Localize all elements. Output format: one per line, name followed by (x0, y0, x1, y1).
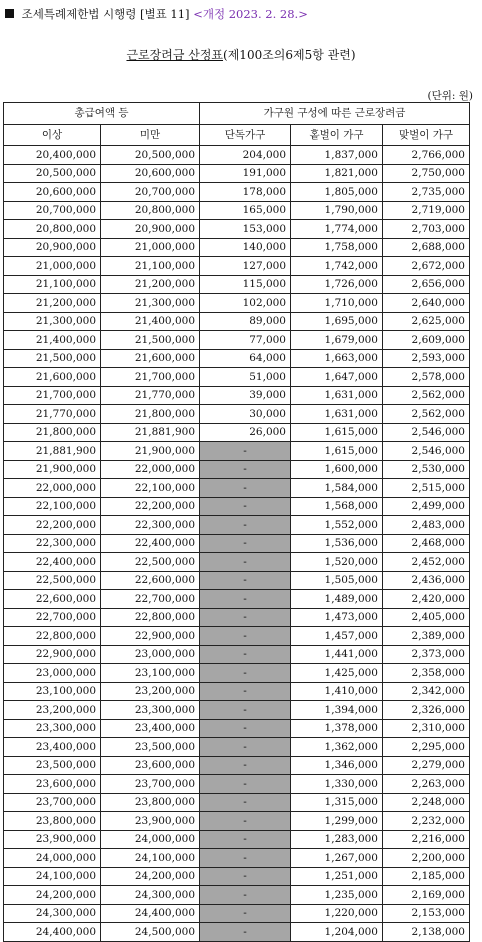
column-header: 맞벌이 가구 (383, 124, 470, 146)
table-cell: 1,758,000 (291, 238, 383, 257)
table-cell: 1,299,000 (291, 812, 383, 831)
table-row (4, 220, 470, 239)
table-cell: 1,600,000 (291, 460, 383, 479)
table-cell: 2,405,000 (383, 608, 470, 627)
table-row (4, 460, 470, 479)
table-cell: 21,300,000 (4, 312, 101, 331)
table-cell: 2,248,000 (383, 793, 470, 812)
table-cell: 21,400,000 (101, 312, 200, 331)
table-cell: 2,185,000 (383, 867, 470, 886)
table-cell: 115,000 (200, 275, 291, 294)
table-cell: 23,900,000 (4, 830, 101, 849)
table-cell: 1,394,000 (291, 701, 383, 720)
revision-note: <개정 2023. 2. 28.> (193, 7, 308, 21)
table-cell: 2,515,000 (383, 479, 470, 498)
table-cell: 140,000 (200, 238, 291, 257)
table-cell: 1,790,000 (291, 201, 383, 220)
table-cell: 1,615,000 (291, 442, 383, 461)
table-cell: 1,615,000 (291, 423, 383, 442)
table-cell: 2,373,000 (383, 645, 470, 664)
table-cell: 24,000,000 (4, 849, 101, 868)
table-row (4, 830, 470, 849)
table-cell: 1,552,000 (291, 516, 383, 535)
table-cell: 39,000 (200, 386, 291, 405)
table-cell: 2,326,000 (383, 701, 470, 720)
table-cell: 21,100,000 (4, 275, 101, 294)
table-row (4, 645, 470, 664)
table-cell: 102,000 (200, 294, 291, 313)
table-cell: 77,000 (200, 331, 291, 350)
table-cell: 2,263,000 (383, 775, 470, 794)
table-cell: 20,400,000 (4, 146, 101, 165)
column-header: 미만 (101, 124, 200, 146)
table-cell: 2,342,000 (383, 682, 470, 701)
table-cell: 2,703,000 (383, 220, 470, 239)
table-cell: - (200, 756, 291, 775)
table-row (4, 849, 470, 868)
table-cell: 1,489,000 (291, 590, 383, 609)
table-cell: 51,000 (200, 368, 291, 387)
table-cell: 2,216,000 (383, 830, 470, 849)
table-cell: 23,000,000 (4, 664, 101, 683)
table-cell: 2,593,000 (383, 349, 470, 368)
table-cell: 2,468,000 (383, 534, 470, 553)
table-row (4, 590, 470, 609)
table-row (4, 497, 470, 516)
table-row (4, 238, 470, 257)
table-cell: 1,220,000 (291, 904, 383, 923)
table-cell: - (200, 479, 291, 498)
table-cell: 22,300,000 (101, 516, 200, 535)
table-cell: 1,251,000 (291, 867, 383, 886)
column-header: 단독가구 (200, 124, 291, 146)
table-cell: - (200, 719, 291, 738)
table-row (4, 312, 470, 331)
table-row (4, 571, 470, 590)
unit-label: (단위: 원) (427, 90, 473, 102)
table-row (4, 608, 470, 627)
table-cell: 22,800,000 (4, 627, 101, 646)
table-cell: 1,584,000 (291, 479, 383, 498)
table-row (4, 719, 470, 738)
table-cell: 2,735,000 (383, 183, 470, 202)
table-cell: 1,473,000 (291, 608, 383, 627)
table-cell: 1,410,000 (291, 682, 383, 701)
table-cell: 23,900,000 (101, 812, 200, 831)
table-cell: 23,000,000 (101, 645, 200, 664)
table-row (4, 867, 470, 886)
table-cell: 2,578,000 (383, 368, 470, 387)
table-cell: 22,700,000 (4, 608, 101, 627)
table-row (4, 257, 470, 276)
table-cell: 22,200,000 (101, 497, 200, 516)
table-cell: 2,153,000 (383, 904, 470, 923)
table-cell: 1,726,000 (291, 275, 383, 294)
table-cell: 24,400,000 (4, 923, 101, 942)
table-cell: 1,315,000 (291, 793, 383, 812)
table-cell: 2,766,000 (383, 146, 470, 165)
group-header-household: 가구원 구성에 따른 근로장려금 (200, 103, 470, 125)
table-cell: 23,300,000 (101, 701, 200, 720)
table-cell: 23,500,000 (4, 756, 101, 775)
table-cell: 22,100,000 (4, 497, 101, 516)
table-cell: 1,631,000 (291, 386, 383, 405)
table-cell: 1,837,000 (291, 146, 383, 165)
table-row (4, 479, 470, 498)
table-cell: - (200, 571, 291, 590)
table-cell: 1,283,000 (291, 830, 383, 849)
table-cell: - (200, 497, 291, 516)
table-cell: 2,750,000 (383, 164, 470, 183)
table-cell: 89,000 (200, 312, 291, 331)
table-cell: 20,600,000 (4, 183, 101, 202)
table-cell: 23,600,000 (101, 756, 200, 775)
table-cell: 24,100,000 (4, 867, 101, 886)
table-cell: 1,378,000 (291, 719, 383, 738)
table-cell: 24,300,000 (101, 886, 200, 905)
table-cell: 24,200,000 (4, 886, 101, 905)
table-cell: 22,900,000 (4, 645, 101, 664)
table-cell: 26,000 (200, 423, 291, 442)
table-cell: - (200, 460, 291, 479)
table-cell: 21,881,900 (101, 423, 200, 442)
table-row (4, 812, 470, 831)
table-cell: 1,425,000 (291, 664, 383, 683)
table-row (4, 793, 470, 812)
table-cell: 178,000 (200, 183, 291, 202)
table-cell: 153,000 (200, 220, 291, 239)
table-cell: 1,346,000 (291, 756, 383, 775)
table-row (4, 923, 470, 942)
table-cell: 1,631,000 (291, 405, 383, 424)
table-cell: 2,640,000 (383, 294, 470, 313)
table-row (4, 553, 470, 572)
table-cell: 24,200,000 (101, 867, 200, 886)
table-cell: 1,330,000 (291, 775, 383, 794)
table-cell: 1,568,000 (291, 497, 383, 516)
table-cell: 2,562,000 (383, 386, 470, 405)
table-cell: 23,700,000 (101, 775, 200, 794)
table-cell: 2,688,000 (383, 238, 470, 257)
table-cell: 2,483,000 (383, 516, 470, 535)
table-cell: - (200, 849, 291, 868)
table-row (4, 294, 470, 313)
table-cell: - (200, 775, 291, 794)
table-cell: 127,000 (200, 257, 291, 276)
table-cell: 22,800,000 (101, 608, 200, 627)
table-cell: 21,600,000 (4, 368, 101, 387)
table-cell: 22,400,000 (4, 553, 101, 572)
table-cell: 2,719,000 (383, 201, 470, 220)
table-cell: 2,452,000 (383, 553, 470, 572)
table-cell: 23,400,000 (101, 719, 200, 738)
table-body (4, 146, 470, 942)
table-cell: 21,100,000 (101, 257, 200, 276)
table-cell: 21,700,000 (4, 386, 101, 405)
table-cell: - (200, 608, 291, 627)
table-row (4, 664, 470, 683)
table-cell: 24,500,000 (101, 923, 200, 942)
table-row (4, 423, 470, 442)
table-cell: - (200, 738, 291, 757)
table-cell: 1,663,000 (291, 349, 383, 368)
table-cell: 21,500,000 (101, 331, 200, 350)
table-cell: 1,441,000 (291, 645, 383, 664)
table-cell: 23,300,000 (4, 719, 101, 738)
table-cell: 1,679,000 (291, 331, 383, 350)
table-cell: 30,000 (200, 405, 291, 424)
subsidy-table (3, 102, 470, 942)
table-cell: 20,900,000 (4, 238, 101, 257)
table-cell: 2,295,000 (383, 738, 470, 757)
table-row (4, 331, 470, 350)
table-cell: 165,000 (200, 201, 291, 220)
table-cell: - (200, 516, 291, 535)
table-cell: 23,600,000 (4, 775, 101, 794)
table-cell: 24,100,000 (101, 849, 200, 868)
table-row (4, 534, 470, 553)
table-cell: 23,500,000 (101, 738, 200, 757)
table-cell: 21,000,000 (101, 238, 200, 257)
table-cell: 21,600,000 (101, 349, 200, 368)
table-row (4, 516, 470, 535)
table-cell: 191,000 (200, 164, 291, 183)
table-row (4, 738, 470, 757)
table-cell: 23,200,000 (4, 701, 101, 720)
table-cell: 22,400,000 (101, 534, 200, 553)
table-cell: 20,600,000 (101, 164, 200, 183)
table-cell: 20,500,000 (101, 146, 200, 165)
table-cell: 2,436,000 (383, 571, 470, 590)
table-cell: 21,400,000 (4, 331, 101, 350)
column-header: 홑벌이 가구 (291, 124, 383, 146)
table-cell: 21,800,000 (101, 405, 200, 424)
group-header-income: 총급여액 등 (4, 103, 200, 125)
table-cell: 1,362,000 (291, 738, 383, 757)
table-cell: 20,700,000 (101, 183, 200, 202)
table-cell: 1,805,000 (291, 183, 383, 202)
column-header: 이상 (4, 124, 101, 146)
table-cell: 22,300,000 (4, 534, 101, 553)
table-cell: 1,742,000 (291, 257, 383, 276)
table-cell: 21,900,000 (4, 460, 101, 479)
table-cell: - (200, 904, 291, 923)
table-cell: 20,800,000 (4, 220, 101, 239)
table-cell: 1,520,000 (291, 553, 383, 572)
table-cell: 21,300,000 (101, 294, 200, 313)
table-row (4, 627, 470, 646)
law-title: 조세특례제한법 시행령 [별표 11] (21, 7, 190, 21)
table-cell: 2,546,000 (383, 442, 470, 461)
table-cell: - (200, 923, 291, 942)
table-cell: 2,562,000 (383, 405, 470, 424)
table-cell: - (200, 553, 291, 572)
table-cell: 2,625,000 (383, 312, 470, 331)
table-row (4, 682, 470, 701)
table-row (4, 183, 470, 202)
table-cell: 2,420,000 (383, 590, 470, 609)
table-cell: - (200, 627, 291, 646)
table-cell: 1,710,000 (291, 294, 383, 313)
table-row (4, 442, 470, 461)
table-cell: 1,267,000 (291, 849, 383, 868)
group-header-row (4, 103, 470, 125)
table-cell: 21,200,000 (4, 294, 101, 313)
table-cell: 20,800,000 (101, 201, 200, 220)
table-cell: 21,200,000 (101, 275, 200, 294)
table-cell: - (200, 534, 291, 553)
table-cell: 1,647,000 (291, 368, 383, 387)
table-cell: 1,774,000 (291, 220, 383, 239)
table-row (4, 164, 470, 183)
table-cell: 22,700,000 (101, 590, 200, 609)
table-cell: 22,500,000 (4, 571, 101, 590)
table-cell: 204,000 (200, 146, 291, 165)
table-cell: 2,279,000 (383, 756, 470, 775)
table-cell: 2,169,000 (383, 886, 470, 905)
table-cell: 24,400,000 (101, 904, 200, 923)
table-row (4, 368, 470, 387)
table-cell: 20,700,000 (4, 201, 101, 220)
table-cell: - (200, 812, 291, 831)
table-cell: 2,200,000 (383, 849, 470, 868)
table-cell: 2,546,000 (383, 423, 470, 442)
table-cell: - (200, 701, 291, 720)
table-cell: 21,000,000 (4, 257, 101, 276)
table-cell: 1,235,000 (291, 886, 383, 905)
table-cell: - (200, 442, 291, 461)
table-row (4, 405, 470, 424)
table-cell: 21,700,000 (101, 368, 200, 387)
table-row (4, 701, 470, 720)
table-row (4, 886, 470, 905)
table-cell: 23,200,000 (101, 682, 200, 701)
table-cell: - (200, 664, 291, 683)
table-cell: 2,672,000 (383, 257, 470, 276)
table-cell: 22,100,000 (101, 479, 200, 498)
table-cell: - (200, 682, 291, 701)
table-cell: 1,695,000 (291, 312, 383, 331)
table-row (4, 146, 470, 165)
black-square-icon (5, 9, 14, 18)
table-cell: 21,900,000 (101, 442, 200, 461)
table-cell: 2,310,000 (383, 719, 470, 738)
column-header-row (4, 124, 470, 146)
table-cell: 1,505,000 (291, 571, 383, 590)
table-cell: 1,457,000 (291, 627, 383, 646)
table-cell: 2,358,000 (383, 664, 470, 683)
table-cell: 20,900,000 (101, 220, 200, 239)
table-cell: 23,400,000 (4, 738, 101, 757)
table-cell: 2,656,000 (383, 275, 470, 294)
table-cell: 23,800,000 (4, 812, 101, 831)
table-cell: - (200, 830, 291, 849)
table-cell: - (200, 590, 291, 609)
table-cell: 2,232,000 (383, 812, 470, 831)
table-cell: 2,138,000 (383, 923, 470, 942)
table-cell: 21,800,000 (4, 423, 101, 442)
table-cell: 23,100,000 (101, 664, 200, 683)
table-cell: 21,500,000 (4, 349, 101, 368)
document-header (5, 6, 308, 22)
table-cell: 20,500,000 (4, 164, 101, 183)
table-cell: 64,000 (200, 349, 291, 368)
table-cell: 21,881,900 (4, 442, 101, 461)
table-row (4, 756, 470, 775)
table-cell: 23,800,000 (101, 793, 200, 812)
table-cell: 2,389,000 (383, 627, 470, 646)
table-row (4, 775, 470, 794)
table-cell: 21,770,000 (101, 386, 200, 405)
table-subtitle: (제100조의6제5항 관련) (223, 48, 356, 62)
table-cell: - (200, 645, 291, 664)
table-cell: - (200, 886, 291, 905)
table-cell: 22,600,000 (101, 571, 200, 590)
table-cell: 1,821,000 (291, 164, 383, 183)
table-cell: 22,000,000 (4, 479, 101, 498)
table-cell: 1,204,000 (291, 923, 383, 942)
table-cell: 2,499,000 (383, 497, 470, 516)
table-cell: 23,100,000 (4, 682, 101, 701)
table-title: 근로장려금 산정표 (126, 48, 224, 62)
table-cell: 23,700,000 (4, 793, 101, 812)
table-cell: 22,600,000 (4, 590, 101, 609)
table-cell: 22,500,000 (101, 553, 200, 572)
table-cell: - (200, 867, 291, 886)
table-cell: 21,770,000 (4, 405, 101, 424)
table-cell: 22,000,000 (101, 460, 200, 479)
table-cell: - (200, 793, 291, 812)
table-cell: 1,536,000 (291, 534, 383, 553)
table-cell: 24,000,000 (101, 830, 200, 849)
table-row (4, 904, 470, 923)
table-row (4, 201, 470, 220)
table-row (4, 349, 470, 368)
table-cell: 22,200,000 (4, 516, 101, 535)
table-row (4, 386, 470, 405)
document-title (0, 46, 482, 63)
table-cell: 24,300,000 (4, 904, 101, 923)
table-cell: 2,530,000 (383, 460, 470, 479)
table-cell: 22,900,000 (101, 627, 200, 646)
table-cell: 2,609,000 (383, 331, 470, 350)
table-row (4, 275, 470, 294)
